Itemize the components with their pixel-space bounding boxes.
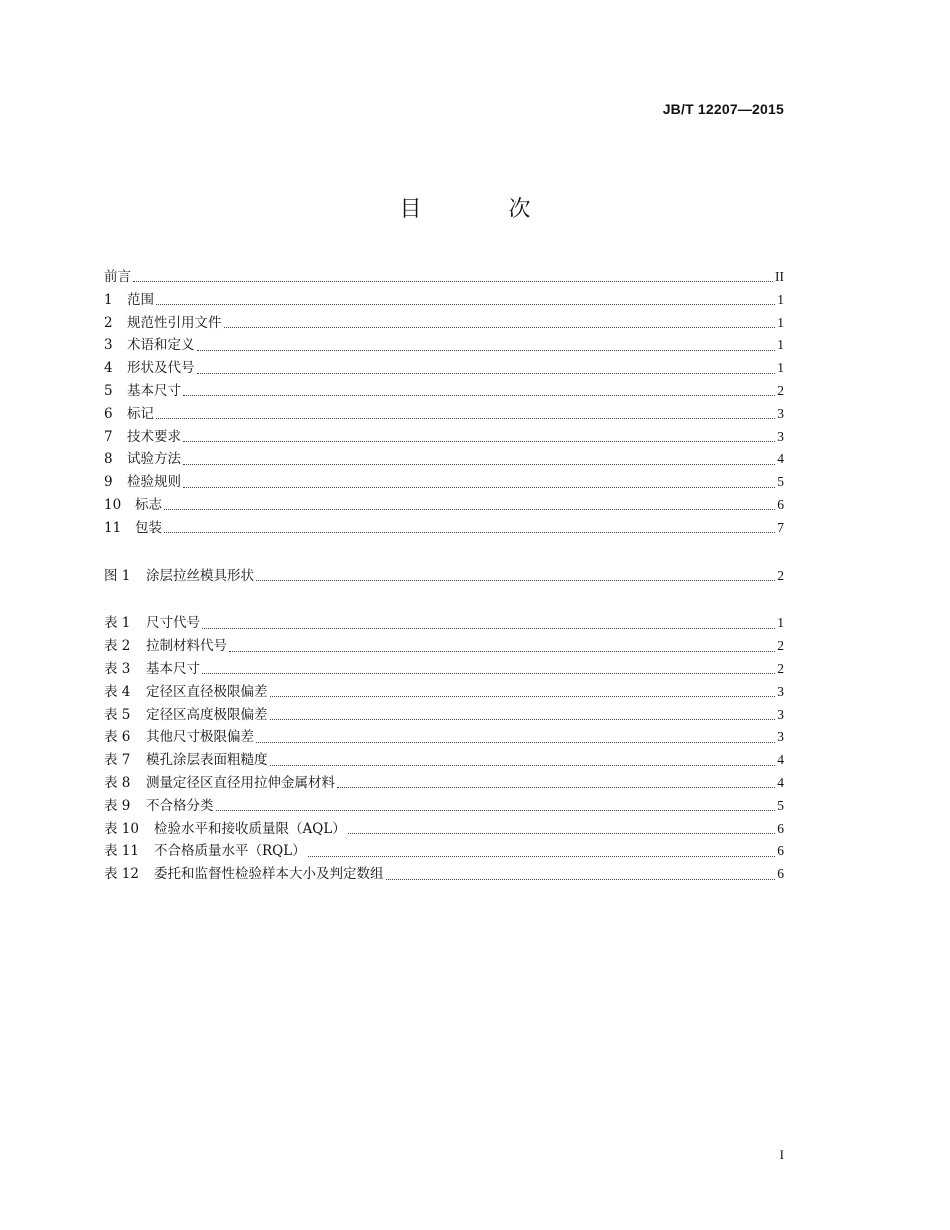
toc-entry-label: 检验水平和接收质量限（AQL） [154, 820, 346, 837]
toc-entry-number: 表 5 [104, 706, 131, 723]
toc-dot-leader [183, 463, 775, 465]
toc-entry[interactable] [104, 289, 784, 312]
toc-entry[interactable] [104, 380, 784, 403]
toc-dot-leader [133, 280, 773, 282]
toc-dot-leader [256, 579, 775, 581]
toc-entry[interactable] [104, 749, 784, 772]
toc-entry[interactable] [104, 681, 784, 704]
toc-entry-label: 定径区高度极限偏差 [146, 706, 268, 723]
toc-dot-leader [337, 786, 775, 788]
toc-dot-leader [156, 303, 775, 305]
toc-entry-label: 不合格质量水平（RQL） [154, 843, 306, 860]
toc-dot-leader [183, 394, 775, 396]
toc-entry-label: 检验规则 [127, 474, 181, 491]
toc-entry[interactable] [104, 863, 784, 886]
toc-entry-page: 1 [777, 360, 784, 376]
toc-entry[interactable] [104, 357, 784, 380]
toc-entry-label: 标记 [127, 405, 154, 422]
toc-entry-page: 2 [777, 638, 784, 654]
toc-entry-label: 委托和监督性检验样本大小及判定数组 [154, 866, 384, 883]
toc-entry-page: 6 [777, 866, 784, 882]
toc-entry-label: 标志 [135, 496, 162, 513]
toc-figures [104, 565, 784, 588]
toc-entry-page: 6 [777, 843, 784, 859]
toc-dot-leader [197, 349, 776, 351]
toc-entry-number: 表 12 [104, 866, 139, 883]
toc-entry[interactable] [104, 334, 784, 357]
toc-entry-number: 表 7 [104, 752, 131, 769]
toc-entry-number: 1 [104, 291, 113, 308]
toc-dot-leader [202, 672, 775, 674]
toc-dot-leader [202, 627, 775, 629]
toc-entry-page: 2 [777, 382, 784, 398]
toc-entry[interactable] [104, 312, 784, 335]
toc-dot-leader [224, 326, 776, 328]
toc-entry-page: 3 [777, 706, 784, 722]
toc-entry-label: 定径区直径极限偏差 [146, 683, 268, 700]
toc-entry-label: 技术要求 [127, 428, 181, 445]
toc-dot-leader [308, 855, 776, 857]
toc-entry-label: 规范性引用文件 [127, 314, 222, 331]
toc-dot-leader [270, 695, 776, 697]
toc-entry-number: 表 4 [104, 683, 131, 700]
toc-entry-page: 1 [777, 337, 784, 353]
toc-dot-leader [197, 372, 776, 374]
toc-entry-page: II [775, 269, 784, 284]
toc-entry-label: 基本尺寸 [127, 382, 181, 399]
toc-dot-leader [183, 440, 775, 442]
toc-entry[interactable] [104, 448, 784, 471]
toc-entry-label: 尺寸代号 [146, 615, 200, 632]
toc-entry-label: 模孔涂层表面粗糙度 [146, 752, 268, 769]
toc-entry-label: 试验方法 [127, 451, 181, 468]
toc-entry-page: 4 [777, 752, 784, 768]
toc-entry[interactable] [104, 266, 784, 289]
toc-entry-label: 形状及代号 [127, 360, 195, 377]
toc-entry-page: 4 [777, 774, 784, 790]
toc-dot-leader [164, 531, 775, 533]
toc-dot-leader [256, 741, 775, 743]
toc-tables [104, 612, 784, 886]
toc-entry-label: 其他尺寸极限偏差 [146, 729, 254, 746]
toc-entry-page: 3 [777, 405, 784, 421]
toc-entry-number: 8 [104, 451, 113, 468]
standard-code: JB/T 12207—2015 [662, 101, 784, 117]
toc-entry[interactable] [104, 426, 784, 449]
toc-entry-label: 范围 [127, 291, 154, 308]
toc-entry-label: 涂层拉丝模具形状 [146, 567, 254, 584]
toc-entry-number: 图 1 [104, 567, 131, 584]
table-of-contents [104, 266, 784, 886]
toc-entry-page: 4 [777, 451, 784, 467]
toc-entry-page: 3 [777, 428, 784, 444]
toc-entry-label: 前言 [104, 269, 131, 285]
toc-chapters [104, 266, 784, 540]
toc-entry-label: 拉制材料代号 [146, 638, 227, 655]
toc-entry-number: 11 [104, 519, 122, 536]
toc-entry-page: 7 [777, 519, 784, 535]
toc-entry-page: 1 [777, 314, 784, 330]
toc-entry[interactable] [104, 494, 784, 517]
toc-entry-page: 2 [777, 660, 784, 676]
toc-entry-page: 3 [777, 683, 784, 699]
toc-entry-number: 表 6 [104, 729, 131, 746]
toc-dot-leader [156, 417, 775, 419]
page-number: I [779, 1147, 784, 1162]
toc-entry-page: 1 [777, 615, 784, 631]
toc-entry[interactable] [104, 795, 784, 818]
toc-dot-leader [270, 764, 776, 766]
toc-entry-page: 6 [777, 496, 784, 512]
toc-entry-number: 5 [104, 382, 113, 399]
toc-entry-number: 表 2 [104, 638, 131, 655]
toc-dot-leader [216, 809, 776, 811]
toc-entry[interactable] [104, 726, 784, 749]
toc-dot-leader [348, 832, 775, 834]
toc-entry[interactable] [104, 471, 784, 494]
toc-entry[interactable] [104, 612, 784, 635]
toc-entry[interactable] [104, 818, 784, 841]
toc-entry-number: 表 3 [104, 660, 131, 677]
toc-entry-page: 3 [777, 729, 784, 745]
toc-entry-number: 9 [104, 474, 113, 491]
toc-entry-number: 4 [104, 360, 113, 377]
toc-entry[interactable] [104, 840, 784, 863]
toc-dot-leader [183, 486, 775, 488]
toc-entry-number: 表 9 [104, 797, 131, 814]
toc-entry-label: 基本尺寸 [146, 660, 200, 677]
toc-entry-number: 表 1 [104, 615, 131, 632]
toc-entry-label: 包装 [135, 519, 162, 536]
toc-entry-page: 1 [777, 291, 784, 307]
toc-entry-number: 10 [104, 496, 122, 513]
page-title: 目 次 [399, 197, 571, 222]
toc-dot-leader [229, 650, 775, 652]
toc-entry[interactable] [104, 403, 784, 426]
toc-entry-label: 测量定径区直径用拉伸金属材料 [146, 774, 335, 791]
toc-entry-label: 不合格分类 [146, 797, 214, 814]
toc-entry-page: 2 [777, 567, 784, 583]
toc-dot-leader [386, 878, 776, 880]
toc-entry-page: 5 [777, 797, 784, 813]
toc-entry-label: 术语和定义 [127, 337, 195, 354]
toc-entry-number: 3 [104, 337, 113, 354]
toc-entry[interactable] [104, 517, 784, 540]
toc-entry-number: 表 11 [104, 843, 139, 860]
toc-dot-leader [164, 508, 775, 510]
toc-entry-number: 2 [104, 314, 113, 331]
toc-entry[interactable] [104, 635, 784, 658]
toc-entry[interactable] [104, 565, 784, 588]
toc-entry[interactable] [104, 704, 784, 727]
toc-entry-page: 5 [777, 474, 784, 490]
toc-entry-number: 表 8 [104, 774, 131, 791]
toc-entry[interactable] [104, 658, 784, 681]
toc-dot-leader [270, 718, 776, 720]
toc-entry-number: 7 [104, 428, 113, 445]
toc-entry-number: 6 [104, 405, 113, 422]
toc-entry-number: 表 10 [104, 820, 139, 837]
toc-entry[interactable] [104, 772, 784, 795]
toc-entry-page: 6 [777, 820, 784, 836]
